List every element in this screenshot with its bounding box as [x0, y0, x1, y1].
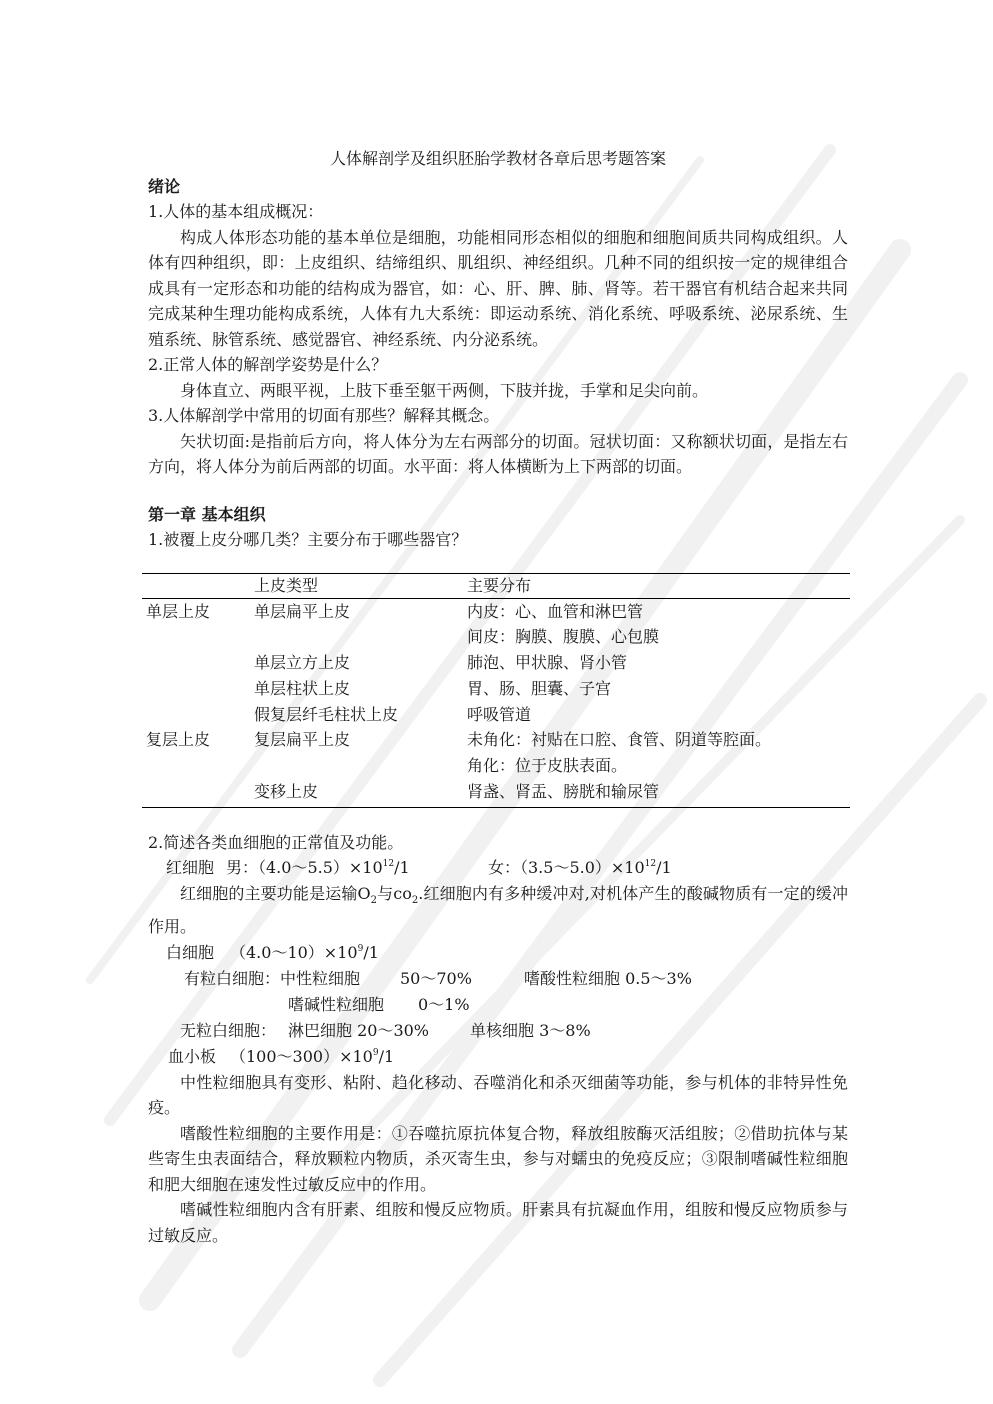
rbc-function-b: .红细胞内有多种缓冲对,对机体产生的酸碱物质有一定的缓冲作用。: [148, 884, 848, 937]
platelet-value: [230, 1044, 394, 1070]
table-header-row: [142, 573, 850, 598]
table-cell: 复层上皮: [146, 730, 211, 750]
table-cell: [142, 779, 250, 807]
intro-answer-2: 身体直立、两眼平视，上肢下垂至躯干两侧，下肢并拢，手掌和足尖向前。: [180, 380, 709, 400]
table-cell: [142, 753, 250, 779]
table-row: [142, 779, 850, 807]
table-cell: 单层立方上皮: [254, 653, 351, 673]
wbc-value: [230, 940, 379, 966]
subscript: 2: [370, 895, 377, 907]
table-row: [142, 676, 850, 702]
co2-symbol: co: [393, 884, 412, 904]
platelet-row: [148, 1044, 848, 1070]
unit: /1: [656, 858, 672, 878]
rbc-function-a: 红细胞的主要功能是运输: [180, 884, 358, 904]
eosinophil-value: 嗜酸性粒细胞 0.5～3%: [524, 968, 692, 988]
exponent: 9: [372, 1047, 379, 1058]
intro-question-3: 3.人体解剖学中常用的切面有那些？解释其概念。: [148, 406, 500, 425]
intro-answer-1: 构成人体形态功能的基本单位是细胞，功能相同形态相似的细胞和细胞间质共同构成组织。人体有四种组织，即：上皮组织、结缔组织、肌组织、神经组织。几种不同的组织按一定的规律组合成具有一定形态和功能的结构成为器官，如：心、肝、脾、肺、肾等。若干器官有机结合起来共同完成某种生理功能构成系统，人体有九大系统：即运动系统、消化系统、呼吸系统、泌尿系统、生殖系统、脉管系统、感觉器官、神经系统、内分泌系统。: [148, 227, 848, 349]
table-row: [142, 753, 850, 779]
rbc-values-row: [148, 855, 848, 881]
basophil-row: [148, 992, 848, 1018]
and-text: 与: [376, 884, 394, 904]
table-row: [142, 727, 850, 753]
unit: /1: [394, 858, 410, 878]
wbc-values-row: [148, 940, 848, 966]
epithelium-table: [142, 573, 850, 808]
table-header-cell: [142, 573, 250, 598]
neutrophil-value: 50～70%: [400, 968, 472, 988]
table-cell: 角化：位于皮肤表面。: [467, 756, 628, 776]
table-cell: 变移上皮: [250, 779, 463, 807]
table-row: [142, 650, 850, 676]
table-cell: [142, 676, 250, 702]
rbc-male-value: [226, 855, 410, 881]
table-cell: [142, 702, 250, 728]
wbc-label: 白细胞: [166, 942, 215, 962]
basophil-value: 0～1%: [418, 994, 470, 1014]
table-cell: [250, 753, 463, 779]
table-cell: 复层扁平上皮: [254, 730, 351, 750]
platelet-label: 血小板: [168, 1046, 217, 1066]
wbc-value-text: （4.0～10）×10: [230, 942, 358, 962]
intro-question-2: 2.正常人体的解剖学姿势是什么？: [148, 355, 388, 374]
platelet-value-text: （100～300）×10: [230, 1046, 373, 1066]
table-cell: 假复层纤毛柱状上皮: [254, 704, 399, 724]
table-row: [142, 598, 850, 624]
intro-heading: 绪论: [148, 176, 181, 196]
monocyte-value: 单核细胞 3～8%: [470, 1020, 591, 1040]
basophil-label: 嗜碱性粒细胞: [288, 994, 385, 1014]
table-cell: [142, 650, 250, 676]
granulocyte-row: [148, 966, 848, 992]
eosinophil-function: 嗜酸性粒细胞的主要作用是：①吞噬抗原抗体复合物，释放组胺酶灭活组胺；②借助抗体与某些寄生虫表面结合，释放颗粒内物质，杀灭寄生虫，参与对蠕虫的免疫反应；③限制嗜碱性粒细胞和肥大细胞在速发性过敏反应中的作用。: [148, 1123, 848, 1194]
neutrophil-label: 中性粒细胞: [280, 968, 361, 988]
rbc-label: 红细胞: [166, 858, 215, 878]
table-cell: 单层扁平上皮: [254, 601, 351, 621]
table-row: [142, 702, 850, 728]
document-title: 人体解剖学及组织胚胎学教材各章后思考题答案: [329, 149, 666, 168]
table-cell: 肺泡、甲状腺、肾小管: [467, 653, 628, 673]
basophil-function: 嗜碱性粒细胞内含有肝素、组胺和慢反应物质。肝素具有抗凝血作用，组胺和慢反应物质参与过敏反应。: [148, 1200, 848, 1245]
chapter1-question-2: 2.简述各类血细胞的正常值及功能。: [148, 832, 404, 852]
rbc-function: [148, 881, 848, 939]
chapter1-question-1: 1.被覆上皮分哪几类？主要分布于哪些器官？: [148, 530, 468, 549]
neutrophil-function: 中性粒细胞具有变形、粘附、趋化移动、吞噬消化和杀灭细菌等功能，参与机体的非特异性免疫。: [148, 1072, 848, 1118]
lymphocyte-value: 淋巴细胞 20～30%: [288, 1020, 430, 1040]
table-header-cell: 主要分布: [463, 573, 850, 598]
table-row: [142, 624, 850, 650]
table-cell: 单层上皮: [146, 601, 211, 621]
table-cell: 间皮：胸膜、腹膜、心包膜: [467, 627, 660, 647]
table-cell: 肾盏、肾盂、膀胱和输尿管: [463, 779, 850, 807]
rbc-male-text: 男：（4.0～5.5）×10: [226, 858, 383, 878]
chapter1-heading: 第一章 基本组织: [148, 504, 266, 524]
subscript: 2: [411, 895, 419, 907]
rbc-female-value: [488, 855, 672, 881]
agranulocyte-label: 无粒白细胞：: [180, 1020, 277, 1040]
unit: /1: [363, 942, 379, 962]
agranulocyte-row: [148, 1018, 848, 1044]
exponent: 12: [644, 859, 657, 870]
intro-answer-3: 矢状切面:是指前后方向，将人体分为左右两部分的切面。冠状切面：又称额状切面，是指左右方向，将人体分为前后两部的切面。水平面：将人体横断为上下两部的切面。: [148, 431, 848, 476]
intro-question-1: 1.人体的基本组成概况：: [148, 202, 324, 221]
table-cell: [250, 624, 463, 650]
table-cell: 呼吸管道: [467, 704, 532, 724]
table-cell: 内皮：心、血管和淋巴管: [467, 601, 644, 621]
table-header-cell: 上皮类型: [250, 573, 463, 598]
unit: /1: [378, 1046, 395, 1066]
rbc-female-text: 女：（3.5～5.0）×10: [488, 858, 645, 878]
exponent: 9: [357, 943, 364, 954]
table-cell: 单层柱状上皮: [254, 678, 351, 698]
exponent: 12: [382, 859, 395, 870]
granulocyte-label: 有粒白细胞：: [184, 968, 281, 988]
document-page: [148, 146, 848, 1248]
table-cell: [142, 624, 250, 650]
o2-symbol: O: [357, 884, 371, 904]
table-cell: 未角化：衬贴在口腔、食管、阴道等腔面。: [467, 730, 772, 750]
table-cell: 胃、肠、胆囊、子宫: [467, 678, 612, 698]
